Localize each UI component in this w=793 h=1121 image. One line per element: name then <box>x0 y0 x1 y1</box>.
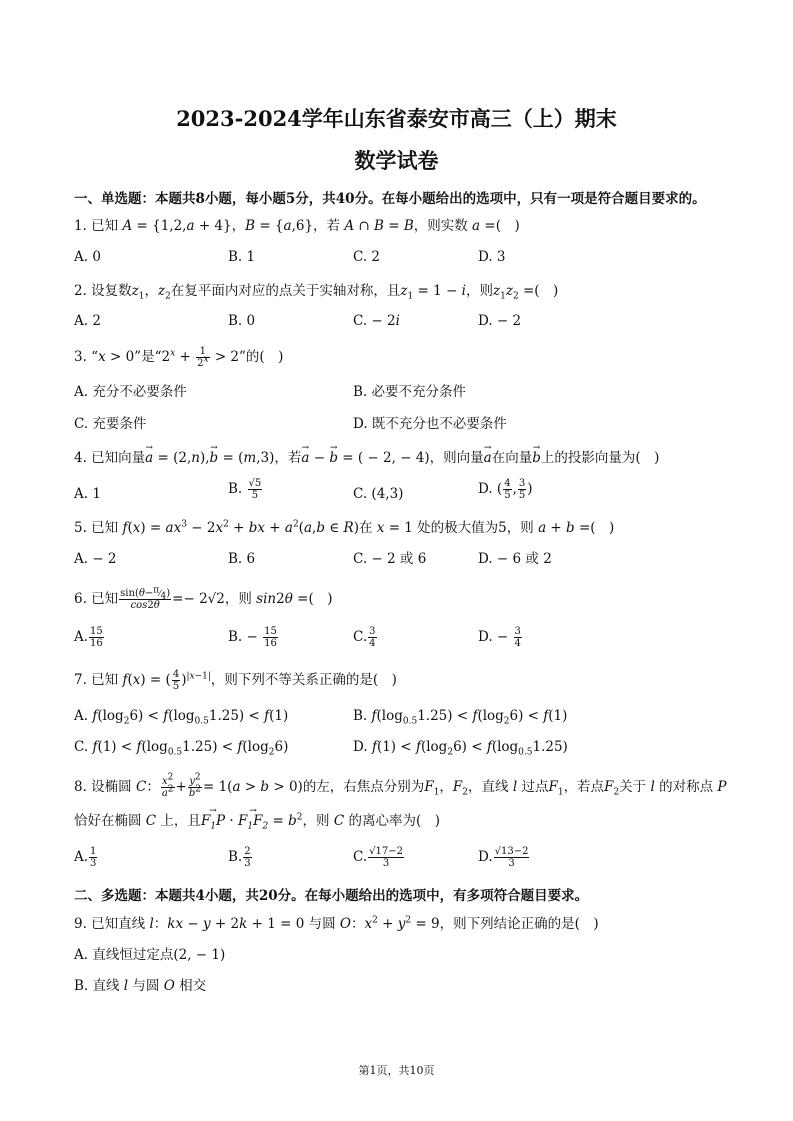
q6-option-a: A. $\frac{15}{16}$ <box>74 626 103 649</box>
question-5: 5. 已知 $f(x) = ax^3 - 2x^2$ + bx + $a^2(a,b$ ∈ R)在 x = 1 处的极大值为5，则 a + b =( ) <box>74 519 615 536</box>
q9-option-b: B. 直线 l 与圆 O 相交 <box>74 978 207 994</box>
q8-option-d: D. $\frac{√13-2}{3}$ <box>478 846 529 869</box>
q6-option-b: B. − $\frac{15}{16}$ <box>228 626 277 649</box>
question-8-line-2: 恰好在椭圆 C 上，且→ $F_1P$ · → $F_1F_2 = b^2$，则 C 的离心率为( ) <box>74 811 440 831</box>
exam-title: 2023-2024学年山东省泰安市高三（上）期末 <box>176 106 617 131</box>
q1-option-c: C. 2 <box>353 249 381 265</box>
q9-option-a: A. 直线恒过定点(2, − 1) <box>74 947 226 963</box>
q1-option-b: B. 1 <box>228 249 256 265</box>
q3-option-c: C. 充要条件 <box>74 416 147 432</box>
q3-option-b: B. 必要不充分条件 <box>353 384 467 400</box>
q5-option-d: D. − 6 或 2 <box>478 551 552 567</box>
q7-option-b: B. $f(\log_{0.5}1.25) < f(\log_26) < f(1)$ <box>353 708 568 727</box>
q6-option-d: D. − $\frac{3}{4}$ <box>478 626 521 649</box>
section-heading-single-choice: 一、单选题：本题共8小题，每小题5分，共40分。在每小题给出的选项中，只有一项是符合题目要求的。 <box>74 191 706 207</box>
q5-option-c: C. − 2 或 6 <box>353 551 427 567</box>
question-3: 3. “x > 0”是“$2^x$ + $\frac{1}{2^x}$ > 2”的( ) <box>74 346 284 369</box>
q4-option-a: A. 1 <box>74 486 101 502</box>
question-2: 2. 设复数$z_1$，$z_2$在复平面内对应的点关于实轴对称，且$z_1 = 1 - i$，则$z_1z_2$ =( ) <box>74 283 559 302</box>
q7-option-d: D. $f(1) < f(\log_26) < f(\log_{0.5}1.25)$ <box>353 739 568 758</box>
q2-option-b: B. 0 <box>228 313 256 329</box>
q6-option-c: C. $\frac{3}{4}$ <box>353 626 376 649</box>
q8-option-a: A. $\frac{1}{3}$ <box>74 846 97 869</box>
q1-option-d: D. 3 <box>478 249 506 265</box>
question-4: 4. 已知向量→ a = (2,n),→ b = (m,3)，若→ a − → b = ( − 2, − 4)，则向量→ a在向量→ b上的投影向量为( ) <box>74 448 659 468</box>
q7-option-c: C. $f(1) < f(\log_{0.5}1.25) < f(\log_26)$ <box>74 739 289 758</box>
q4-option-d: D. ( $\frac{4}{5}$ , $\frac{3}{5}$ ) <box>478 478 533 501</box>
q3-option-d: D. 既不充分也不必要条件 <box>353 416 507 432</box>
q4-option-b: B. $\frac{√5}{5}$ <box>228 478 262 501</box>
q4-option-c: C. (4,3) <box>353 486 404 502</box>
question-9: 9. 已知直线 l：kx − y + 2k + 1 = 0 与圆 O：$x^2 + y^2 = 9$，则下列结论正确的是( ) <box>74 915 599 932</box>
q5-option-b: B. 6 <box>228 551 256 567</box>
q1-option-a: A. 0 <box>74 249 101 265</box>
question-1: 1. 已知 A = {1,2,a + 4}，B = {a,6}，若 A ∩ B = B，则实数 a =( ) <box>74 218 520 234</box>
question-6: 6. 已知 $\frac{\sin(\theta-^\pi⁄_4)}{\cos 2\theta}$ =− 2√2，则 sin2θ =( ) <box>74 585 333 611</box>
q2-option-d: D. − 2 <box>478 313 522 329</box>
q8-option-b: B. $\frac{2}{3}$ <box>228 846 251 869</box>
q2-option-a: A. 2 <box>74 313 101 329</box>
q8-option-c: C. $\frac{√17-2}{3}$ <box>353 846 403 869</box>
q5-option-a: A. − 2 <box>74 551 117 567</box>
exam-subtitle: 数学试卷 <box>354 148 439 173</box>
q3-option-a: A. 充分不必要条件 <box>74 384 187 400</box>
section-heading-multiple-choice: 二、多选题：本题共4小题，共20分。在每小题给出的选项中，有多项符合题目要求。 <box>74 888 589 904</box>
q7-option-a: A. $f(\log_26) < f(\log_{0.5}1.25) < f(1)$ <box>74 708 289 727</box>
page-footer: 第1页，共10页 <box>358 1064 435 1077</box>
question-7: 7. 已知 f(x) = ( $\frac{4}{5}$ )$^{|x-1|}$，则下列不等关系正确的是( ) <box>74 669 397 692</box>
question-8-line-1: 8. 设椭圆 C： $\frac{x^2}{a^2}$ + $\frac{y^2}{b^2}$ = 1(a > b > 0)的左，右焦点分别为$F_1$，$F_2$，直线 l 过点$F_1$，若点$F_2$关于 l 的对称点 P <box>74 772 727 799</box>
q2-option-c: C. − 2i <box>353 313 400 329</box>
